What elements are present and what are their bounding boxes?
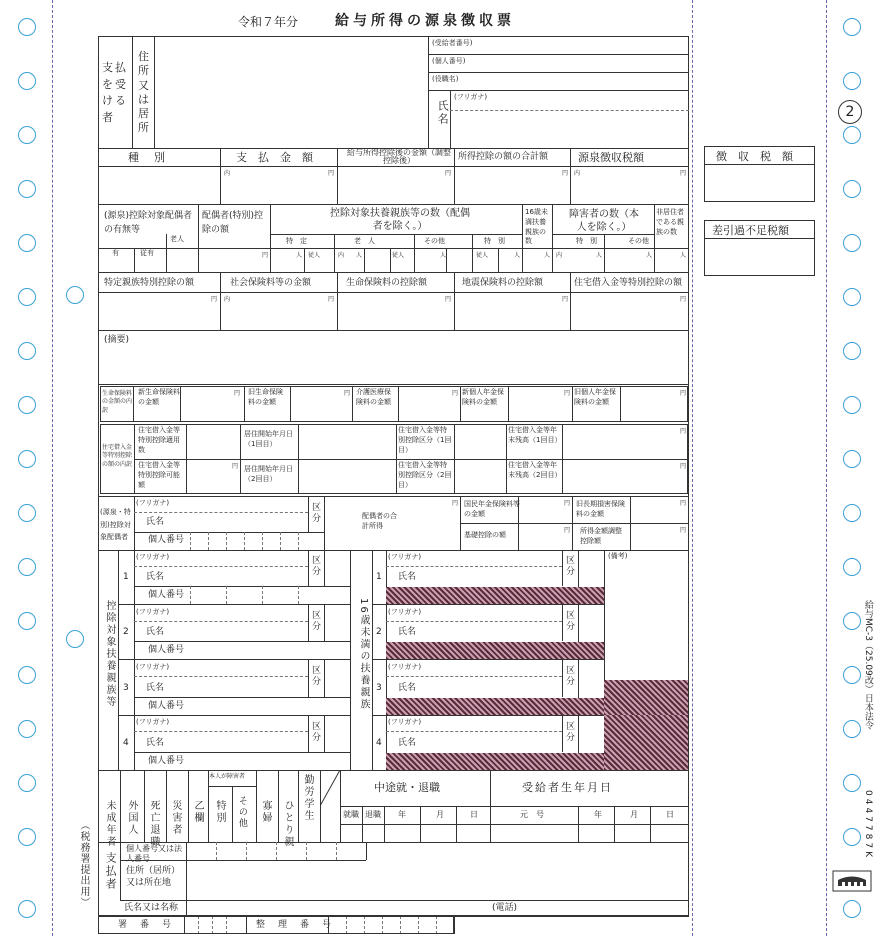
sprocket-hole (18, 342, 36, 360)
dep-number-label: 個人番号 (148, 756, 185, 766)
serial-number: 0447787K (862, 790, 873, 860)
perforation-line (692, 0, 693, 936)
dependent-count-header: 控除対象扶養親族等の数（配偶者を除く。） (330, 208, 470, 232)
dep-name-label: 氏名 (146, 738, 165, 748)
foreigner-label: 外国人 (126, 800, 137, 836)
furigana-label: (フリガナ) (388, 608, 422, 616)
dep-name-label: 氏名 (146, 627, 165, 637)
kubun-label: 区分 (312, 503, 322, 524)
sprocket-hole (18, 720, 36, 738)
sprocket-hole (18, 234, 36, 252)
adjust-label: 所得金額調整控除額 (580, 527, 622, 545)
row-number: 4 (123, 738, 129, 748)
row-number: 4 (376, 738, 382, 748)
yen-unit: 円 (564, 527, 571, 534)
payer-name-label: 氏名又は名称 (124, 903, 179, 913)
widow-label: 寡婦 (260, 800, 271, 824)
summary-label: (摘要) (104, 335, 130, 345)
bal2-label: 住宅借入金等年末残高（2回目） (508, 461, 562, 479)
kubun-label: 区分 (566, 666, 576, 687)
dep-number-label: 個人番号 (148, 590, 185, 600)
furigana-label: (フリガナ) (136, 663, 170, 671)
sprocket-hole (843, 450, 861, 468)
recipient-no-label: (受給者番号) (432, 39, 473, 47)
form-year: 令和７年分 (238, 15, 299, 29)
deduction-total-header: 所得控除の額の合計額 (458, 152, 549, 162)
sprocket-hole (18, 72, 36, 90)
sprocket-hole (843, 504, 861, 522)
inner-marker: 内 (224, 296, 231, 303)
spouse-block-title: (源泉・特別)控除対象配偶者 (100, 508, 131, 542)
yen-unit: 円 (564, 500, 571, 507)
birth-header: 受給者生年月日 (522, 781, 613, 794)
yen-unit: 円 (232, 463, 239, 470)
position-label: (役職名) (432, 75, 459, 83)
diagonal-divider (320, 770, 340, 806)
furigana-label: (フリガナ) (136, 718, 170, 726)
yen-unit: 円 (680, 463, 687, 470)
kubun-label: 区分 (566, 556, 576, 577)
sprocket-hole (843, 828, 861, 846)
possible-label: 住宅借入金等特別控除可能額 (138, 461, 180, 489)
phone-label: (電話) (492, 903, 518, 913)
yen-unit: 円 (680, 428, 687, 435)
inner-marker: 内 (224, 170, 231, 177)
special-label: 特別 (214, 800, 225, 824)
other-label: その他 (424, 237, 445, 245)
sprocket-hole (18, 828, 36, 846)
social-insurance-header: 社会保険料等の金額 (230, 278, 312, 288)
yen-unit: 円 (262, 252, 269, 259)
specific-label: 特 定 (286, 237, 307, 245)
sprocket-hole (843, 558, 861, 576)
dep-number-label: 個人番号 (148, 645, 185, 655)
sprocket-hole (18, 666, 36, 684)
person-unit: 人 (680, 252, 687, 259)
row-number: 3 (376, 683, 382, 693)
spouse-name-label: 氏名 (146, 517, 165, 527)
specific-relative-header: 特定親族特別控除の額 (104, 278, 195, 288)
row-number: 1 (376, 572, 382, 582)
tax-collected-label: 徴 収 税 額 (716, 150, 793, 163)
sprocket-hole (843, 234, 861, 252)
cat1-label: 住宅借入金等特別控除区分（1回目） (398, 426, 452, 454)
sprocket-hole (18, 288, 36, 306)
yen-unit: 円 (211, 296, 218, 303)
perforation-line (826, 0, 827, 936)
logo-icon (832, 870, 872, 892)
furigana-label: (フリガナ) (136, 499, 170, 507)
minor-label: 未成年者 (104, 800, 115, 848)
furigana-label: (フリガナ) (454, 93, 488, 101)
mid-header: 中途就・退職 (374, 781, 440, 794)
name-label: 氏名 (436, 100, 450, 126)
dep-name-label: 氏名 (398, 683, 417, 693)
office-no-label: 署 番 号 (118, 920, 174, 930)
row-number: 1 (123, 572, 129, 582)
person-unit: 人 (356, 252, 363, 259)
loan-detail-title: 住宅借入金等特別控除の額の内訳 (102, 444, 133, 468)
day-label: 日 (470, 810, 478, 819)
basic-deduction-label: 基礎控除の額 (464, 531, 506, 539)
sprocket-hole (18, 774, 36, 792)
cat2-label: 住宅借入金等特別控除区分（2回目） (398, 461, 452, 489)
kubun-label: 区分 (312, 722, 322, 743)
form-code: 給与MC-3（25.09改）日本法令 (862, 600, 873, 730)
redacted-area (386, 698, 604, 715)
life-insurance-header: 生命保険料の控除額 (346, 278, 428, 288)
row-number: 2 (376, 627, 382, 637)
old-pension-label: 旧個人年金保険料の金額 (574, 388, 616, 406)
dep-name-label: 氏名 (398, 572, 417, 582)
sprocket-hole (18, 900, 36, 918)
furigana-label: (フリガナ) (136, 553, 170, 561)
sprocket-hole (843, 126, 861, 144)
sub-unit: 従人 (476, 252, 489, 259)
sprocket-hole (18, 18, 36, 36)
person-unit: 人 (296, 252, 303, 259)
kubun-label: 区分 (312, 611, 322, 632)
sprocket-hole (18, 396, 36, 414)
redacted-area (386, 642, 604, 659)
payer-label: 支払者 (104, 852, 118, 891)
single-parent-label: ひとり親 (282, 800, 293, 848)
old-life-label: 旧生命保険料の金額 (248, 388, 283, 406)
disaster-label: 災害者 (170, 800, 181, 836)
old-person-label: 老人 (170, 235, 184, 243)
furigana-label: (フリガナ) (388, 553, 422, 561)
yen-unit: 円 (680, 390, 687, 397)
inner-marker: 内 (338, 252, 345, 259)
year-label: 年 (398, 810, 406, 819)
new-pension-label: 新個人年金保険料の金額 (462, 388, 504, 406)
employed-label: 就職 (343, 810, 359, 819)
sprocket-hole (18, 180, 36, 198)
special-label: 特 別 (576, 237, 597, 245)
dep-name-label: 氏名 (146, 572, 165, 582)
payer-number-label: 個人番号又は法人番号 (126, 844, 182, 863)
sprocket-hole (843, 396, 861, 414)
ref-no-label: 整 理 番 号 (256, 920, 334, 930)
month-label: 月 (630, 810, 638, 819)
form-title: 給与所得の源泉徴収票 (335, 13, 515, 29)
yen-unit: 円 (562, 170, 569, 177)
yen-unit: 円 (445, 170, 452, 177)
redacted-area (386, 587, 604, 604)
address-label: 住所又は居所 (138, 50, 151, 135)
sprocket-hole (843, 18, 861, 36)
sprocket-hole (843, 720, 861, 738)
applicable-label: 住宅借入金等特別控除適用数 (138, 426, 180, 454)
after-deduction-header: 給与所得控除後の金額（調整控除後） (347, 148, 451, 165)
yen-unit: 円 (328, 296, 335, 303)
receiver-label: 支払を受ける者 (102, 61, 128, 124)
retired-label: 退職 (365, 810, 381, 819)
row-number: 2 (123, 627, 129, 637)
sprocket-hole (843, 666, 861, 684)
individual-no-label: (個人番号) (432, 57, 466, 65)
day-label: 日 (666, 810, 674, 819)
redacted-area (386, 753, 604, 770)
kubun-label: 区分 (312, 666, 322, 687)
payment-header: 支 払 金 額 (236, 151, 313, 164)
sprocket-hole (843, 342, 861, 360)
sprocket-hole (18, 126, 36, 144)
sprocket-hole (843, 72, 861, 90)
furigana-label: (フリガナ) (136, 608, 170, 616)
spouse-deduction-header: 配偶者(特別)控除の額 (202, 211, 264, 235)
inner-marker: 内 (556, 252, 563, 259)
dep-name-label: 氏名 (398, 627, 417, 637)
era-label: 元 号 (520, 810, 544, 819)
have-label: 有 (112, 249, 119, 257)
sprocket-hole (843, 774, 861, 792)
person-unit: 人 (544, 252, 551, 259)
nonresident-header: 非居住者である親族の数 (656, 208, 684, 236)
new-life-label: 新生命保険料の金額 (138, 388, 180, 406)
yen-unit: 円 (680, 500, 687, 507)
spouse-income-label: 配偶者の合計所得 (362, 512, 397, 530)
bal1-label: 住宅借入金等年末残高（1回目） (508, 426, 562, 444)
under16-block-title: 16歳未満の扶養親族 (358, 598, 369, 711)
yen-unit: 円 (564, 390, 571, 397)
inner-marker: 内 (574, 170, 581, 177)
death-label: 死亡退職 (148, 800, 159, 848)
care-label: 介護医療保険料の金額 (356, 388, 391, 406)
old-label: 老 人 (354, 237, 375, 245)
furigana-label: (フリガナ) (388, 663, 422, 671)
elderly-sub-label: 従有 (140, 249, 154, 257)
self-disabled-label: 本人が障害者 (209, 773, 246, 780)
redacted-area (604, 715, 688, 770)
payer-address-label: 住所（居所）又は所在地 (126, 866, 181, 888)
sprocket-hole (18, 612, 36, 630)
copy-number: 2 (838, 100, 862, 124)
person-unit: 人 (440, 252, 447, 259)
sprocket-hole (18, 504, 36, 522)
start1-label: 居住開始年月日（1回目） (244, 430, 293, 448)
pension-ins-label: 国民年金保険料等の金額 (464, 500, 520, 518)
otsu-label: 乙欄 (192, 800, 203, 824)
earthquake-header: 地震保険料の控除額 (462, 278, 544, 288)
dep-name-label: 氏名 (146, 683, 165, 693)
dep-number-label: 個人番号 (148, 701, 185, 711)
sprocket-hole (843, 900, 861, 918)
disabled-header: 障害者の数（本人を除く。） (569, 209, 639, 233)
under16-header: 16歳未満扶養親族の数 (525, 208, 548, 246)
yen-unit: 円 (452, 500, 459, 507)
other-label: その他 (628, 237, 649, 245)
dep-block-title: 控除対象扶養親族等 (104, 600, 115, 708)
yen-unit: 円 (234, 390, 241, 397)
type-header: 種 別 (128, 151, 167, 164)
housing-loan-header: 住宅借入金等特別控除の額 (574, 278, 683, 288)
yen-unit: 円 (328, 170, 335, 177)
yen-unit: 円 (562, 296, 569, 303)
sprocket-hole (18, 450, 36, 468)
month-label: 月 (436, 810, 444, 819)
sub-unit: 従人 (308, 252, 321, 259)
yen-unit: 円 (445, 296, 452, 303)
furigana-label: (フリガナ) (388, 718, 422, 726)
submit-label: （税務署提出用） (78, 820, 89, 908)
sprocket-hole (66, 286, 84, 304)
yen-unit: 円 (680, 296, 687, 303)
other-label: その他 (236, 796, 247, 829)
notes-label: (備考) (608, 552, 628, 560)
old-long-label: 旧長期損害保険料の金額 (576, 500, 625, 518)
spouse-number-label: 個人番号 (148, 535, 185, 545)
sprocket-hole (66, 630, 84, 648)
special-label: 特 別 (484, 237, 505, 245)
sprocket-hole (18, 558, 36, 576)
person-unit: 人 (596, 252, 603, 259)
life-detail-title: 生命保険料の金額の内訳 (102, 390, 133, 414)
shortfall-label: 差引過不足税額 (712, 224, 789, 237)
withholding-header: 源泉徴収税額 (578, 151, 644, 164)
person-unit: 人 (514, 252, 521, 259)
student-label: 勤労学生 (302, 774, 313, 822)
perforation-line (52, 0, 53, 936)
kubun-label: 区分 (312, 556, 322, 577)
year-label: 年 (594, 810, 602, 819)
kubun-label: 区分 (566, 722, 576, 743)
sprocket-hole (843, 288, 861, 306)
person-unit: 人 (646, 252, 653, 259)
sprocket-hole (843, 612, 861, 630)
start2-label: 居住開始年月日（2回目） (244, 465, 293, 483)
row-number: 3 (123, 683, 129, 693)
redacted-area (604, 680, 688, 715)
yen-unit: 円 (680, 170, 687, 177)
sprocket-hole (843, 180, 861, 198)
spouse-exists-header: (源泉)控除対象配偶者の有無等 (104, 211, 193, 235)
yen-unit: 円 (680, 527, 687, 534)
dep-name-label: 氏名 (398, 738, 417, 748)
yen-unit: 円 (344, 390, 351, 397)
kubun-label: 区分 (566, 611, 576, 632)
sub-unit: 従人 (392, 252, 405, 259)
yen-unit: 円 (452, 390, 459, 397)
